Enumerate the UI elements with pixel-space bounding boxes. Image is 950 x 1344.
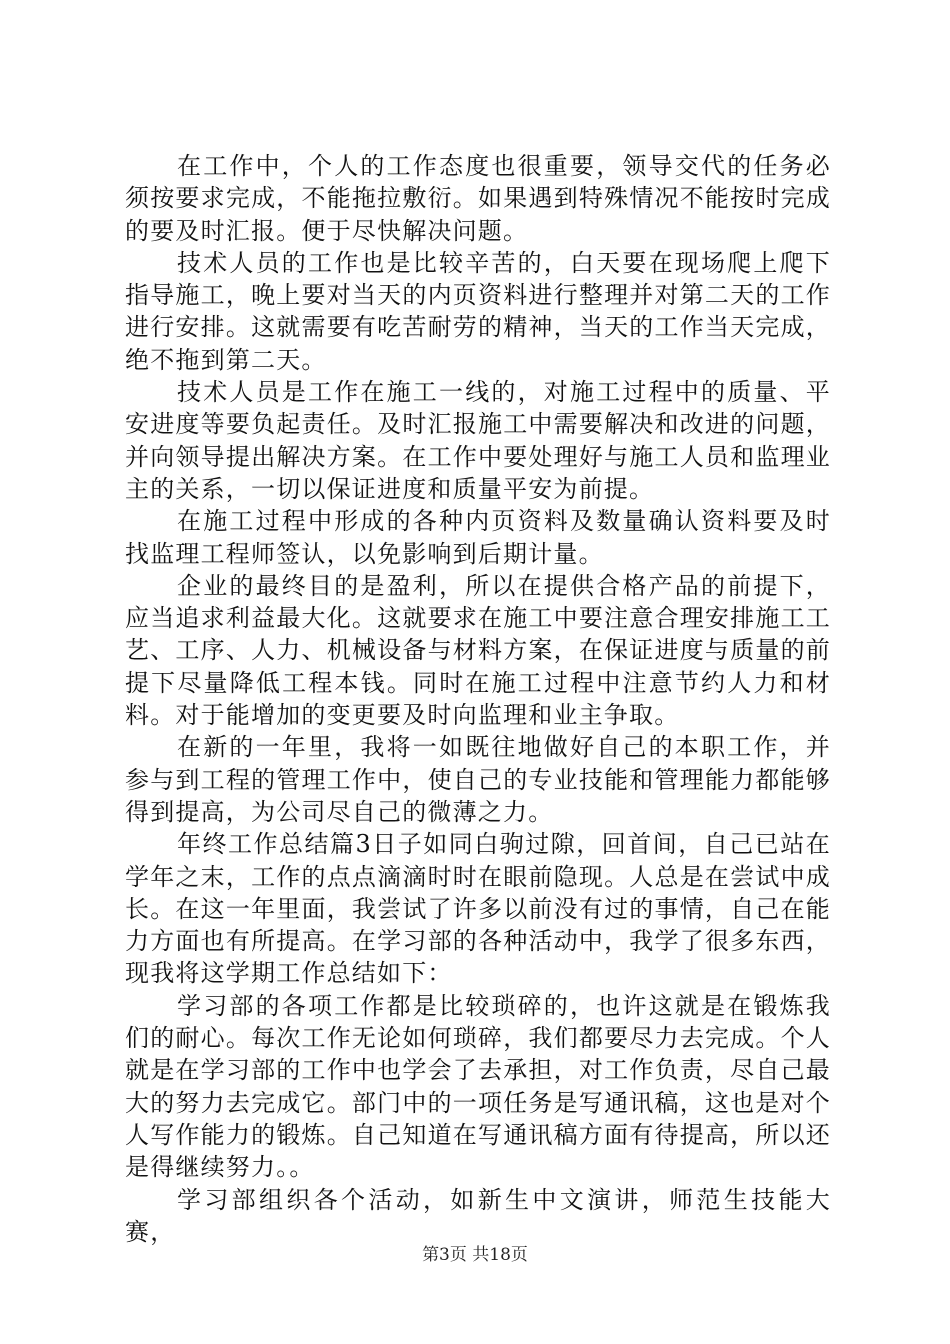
paragraph-3: 技术人员是工作在施工一线的，对施工过程中的质量、平安进度等要负起责任。及时汇报施工中需要解决和改进的问题，并向领导提出解决方案。在工作中要处理好与施工人员和监理业主的关系，一切以保证进度和质量平安为前提。 [125,378,831,503]
page-footer: 第3页 共18页 [422,1245,528,1265]
document-body [125,150,831,1248]
paragraph-7: 年终工作总结篇3日子如同白驹过隙，回首间，自己已站在学年之末，工作的点点滴滴时时在眼前隐现。人总是在尝试中成长。在这一年里面，我尝试了许多以前没有过的事情，自己在能力方面也有所提高。在学习部的各种活动中，我学了很多东西，现我将这学期工作总结如下： [125,830,831,988]
paragraph-1: 在工作中，个人的工作态度也很重要，领导交代的任务必须按要求完成，不能拖拉敷衍。如果遇到特殊情况不能按时完成的要及时汇报。便于尽快解决问题。 [125,152,831,245]
paragraph-6: 在新的一年里，我将一如既往地做好自己的本职工作，并参与到工程的管理工作中，使自己的专业技能和管理能力都能够得到提高，为公司尽自己的微薄之力。 [125,733,831,826]
paragraph-2: 技术人员的工作也是比较辛苦的，白天要在现场爬上爬下指导施工，晚上要对当天的内页资料进行整理并对第二天的工作进行安排。这就需要有吃苦耐劳的精神，当天的工作当天完成，绝不拖到第二天。 [125,248,831,374]
paragraph-4: 在施工过程中形成的各种内页资料及数量确认资料要及时找监理工程师签认，以免影响到后期计量。 [125,507,831,568]
paragraph-9: 学习部组织各个活动，如新生中文演讲，师范生技能大赛， [125,1185,831,1246]
paragraph-8: 学习部的各项工作都是比较琐碎的，也许这就是在锻炼我们的耐心。每次工作无论如何琐碎，我们都要尽力去完成。个人就是在学习部的工作中也学会了去承担，对工作负责，尽自己最大的努力去完成它。部门中的一项任务是写通讯稿，这也是对个人写作能力的锻炼。自己知道在写通讯稿方面有待提高，所以还是得继续努力。。 [125,991,831,1182]
paragraph-5: 企业的最终目的是盈利，所以在提供合格产品的前提下，应当追求利益最大化。这就要求在施工中要注意合理安排施工工艺、工序、人力、机械设备与材料方案，在保证进度与质量的前提下尽量降低工程本钱。同时在施工过程中注意节约人力和材料。对于能增加的变更要及时向监理和业主争取。 [125,571,831,730]
